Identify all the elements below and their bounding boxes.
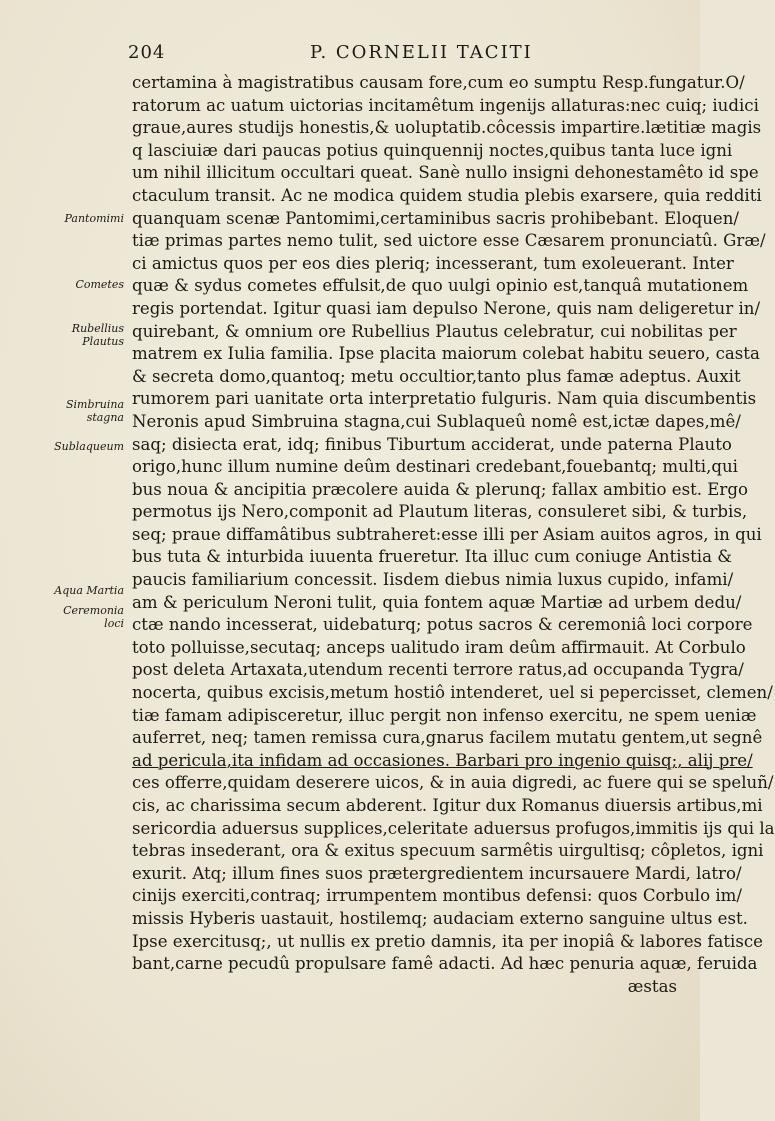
body-text	[132, 72, 775, 998]
text-line: ratorum ac uatum uictorias incitamêtum ingenijs allaturas:nec cuiq; iudici	[132, 95, 759, 115]
text-line: quæ & sydus cometes effulsit,de quo uulgi opinio est,tanquâ mutationem	[132, 276, 749, 296]
text-line: tiæ famam adipisceretur, illuc pergit non infenso exercitu, ne spem ueniæ	[132, 705, 757, 725]
page-number: 204	[128, 42, 166, 63]
text-line: nocerta, quibus excisis,metum hostiô intenderet, uel si pepercisset, clemen/	[132, 683, 773, 703]
text-line: missis Hyberis uastauit, hostilemq; audaciam externo sanguine ultus est.	[132, 908, 748, 928]
text-line: ctaculum transit. Ac ne modica quidem studia plebis exarsere, quia redditi	[132, 185, 762, 205]
text-line: post deleta Artaxata,utendum recenti terrore ratus,ad occupanda Tygra/	[132, 660, 744, 680]
text-line-underlined: ad pericula,ita infidam ad occasiones. Barbari pro ingenio quisq;, alij pre/	[132, 750, 753, 770]
margin-note: Ceremonia loci	[63, 604, 124, 630]
text-line: tebras insederant, ora & exitus specuum sarmêtis uirgultisq; côpletos, igni	[132, 841, 764, 861]
text-line: cis, ac charissima secum abderent. Igitur dux Romanus diuersis artibus,mi	[132, 796, 763, 815]
text-line: quirebant, & omnium ore Rubellius Plautus celebratur, cui nobilitas per	[132, 321, 737, 341]
margin-note: Rubellius Plautus	[71, 322, 124, 348]
text-line: Ipse exercitusq;, ut nullis ex pretio damnis, ita per inopiâ & labores fatisce	[132, 931, 763, 951]
text-line: saq; disiecta erat, idq; finibus Tiburtum acciderat, unde paterna Plauto	[132, 434, 732, 454]
text-line: paucis familiarium concessit. Iisdem diebus nimia luxus cupido, infami/	[132, 570, 734, 590]
text-line: & secreta domo,quantoq; metu occultior,tanto plus famæ adeptus. Auxit	[132, 366, 741, 386]
text-line: sericordia aduersus supplices,celeritate aduersus profugos,immitis ijs qui la	[132, 818, 775, 838]
text-line: bus tuta & inturbida iuuenta frueretur. Ita illuc cum coniuge Antistia &	[132, 547, 733, 567]
text-line: exurit. Atq; illum fines suos prætergredientem incursauere Mardi, latro/	[132, 863, 742, 883]
text-line: rumorem pari uanitate orta interpretatio fulguris. Nam quia discumbentis	[132, 389, 757, 409]
text-line: bus noua & ancipitia præcolere auida & plerunq; fallax ambitio est. Ergo	[132, 479, 748, 499]
text-line: origo,hunc illum numine deûm destinari credebant,fouebantq; multi,qui	[132, 457, 738, 477]
text-line: um nihil illicitum occultari queat. Sanè nullo insigni dehonestamêto id spe	[132, 163, 759, 183]
text-line: cinijs exerciti,contraq; irrumpentem montibus defensi: quos Corbulo im/	[132, 886, 742, 906]
margin-note: Cometes	[75, 278, 124, 291]
text-line: seq; praue diffamâtibus subtraheret:esse illi per Asiam auitos agros, in qui	[132, 524, 762, 544]
text-line: ci amictus quos per eos dies pleriq; incesserant, tum exoleuerant. Inter	[132, 253, 734, 273]
catchword: æstas	[627, 976, 677, 996]
text-line: Neronis apud Simbruina stagna,cui Sublaqueû nomê est,ictæ dapes,mê/	[132, 411, 741, 431]
text-line: graue,aures studijs honestis,& uoluptatib.côcessis impartire.lætitiæ magis	[132, 118, 762, 138]
text-line: auferret, neq; tamen remissa cura,gnarus facilem mutatu gentem,ut segnê	[132, 728, 763, 748]
text-line: tiæ primas partes nemo tulit, sed uictore esse Cæsarem pronunciatû. Græ/	[132, 231, 766, 251]
margin-note: Pantomimi	[64, 212, 124, 225]
running-title: P. CORNELII TACITI	[310, 42, 533, 63]
text-line: toto polluisse,secutaq; anceps ualitudo iram deûm affirmauit. At Corbulo	[132, 637, 746, 657]
text-line: ces offerre,quidam deserere uicos, & in auia digredi, ac fuere qui se speluñ/	[132, 773, 774, 793]
margin-note: Aqua Martia	[54, 584, 124, 597]
text-line: bant,carne pecudû propulsare famê adacti. Ad hæc penuria aquæ, feruida	[132, 954, 758, 974]
text-line: permotus ijs Nero,componit ad Plautum literas, consuleret sibi, & turbis,	[132, 502, 748, 522]
text-line: q lasciuiæ dari paucas potius quinquennij noctes,quibus tanta luce igni	[132, 140, 733, 160]
margin-note: Sublaqueum	[54, 440, 124, 453]
text-line: quanquam scenæ Pantomimi,certaminibus sacris prohibebant. Eloquen/	[132, 208, 740, 228]
text-line: ctæ nando incesserat, uidebaturq; potus sacros & ceremoniâ loci corpore	[132, 615, 753, 635]
text-line: certamina à magistratibus causam fore,cum eo sumptu Resp.fungatur.O/	[132, 73, 745, 92]
text-line: am & periculum Neroni tulit, quia fontem aquæ Martiæ ad urbem dedu/	[132, 592, 742, 612]
text-line: matrem ex Iulia familia. Ipse placita maiorum colebat habitu seuero, casta	[132, 344, 760, 364]
page-header	[128, 42, 688, 70]
margin-note: Simbruina stagna	[65, 398, 124, 424]
text-line: regis portendat. Igitur quasi iam depulso Nerone, quis nam deligeretur in/	[132, 298, 761, 318]
